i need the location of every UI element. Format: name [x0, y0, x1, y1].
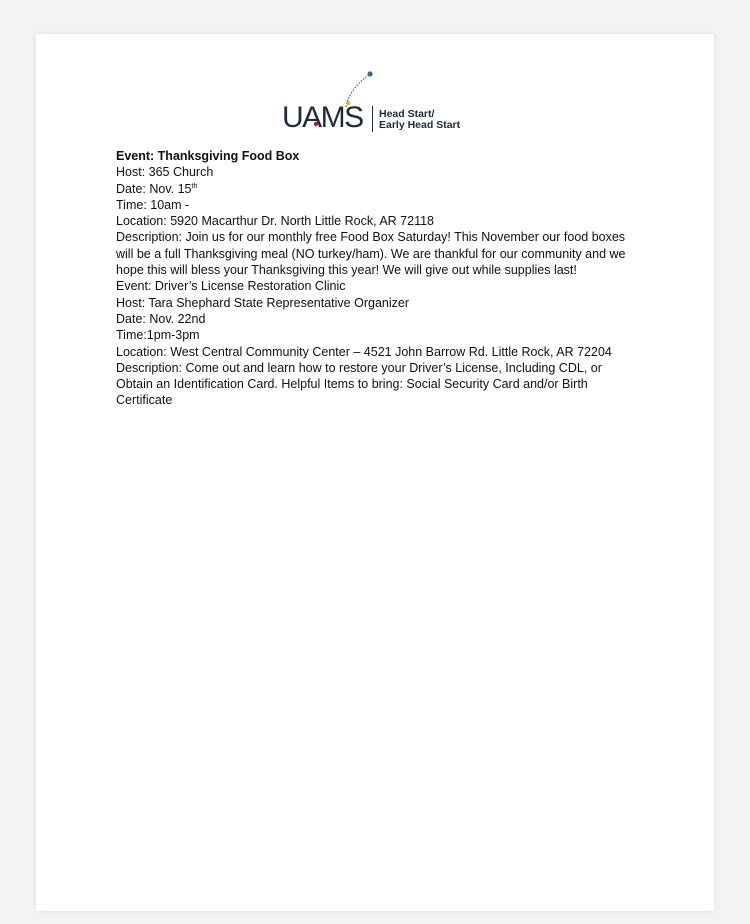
document-page [36, 34, 714, 911]
event1-host: Host: 365 Church [116, 165, 214, 180]
event1-date-suffix: th [191, 182, 198, 190]
event1-date-text: Date: Nov. 15 [116, 181, 192, 196]
logo-subtitle-line1: Head Start/ [379, 108, 435, 120]
event1-date [116, 181, 636, 197]
event2-host: Host: Tara Shephard State Representative Organizer [116, 295, 409, 310]
logo-wordmark: UAMS [282, 101, 363, 134]
event2-time: Time:1pm-3pm [116, 328, 200, 343]
event2-description: Description: Come out and learn how to restore your Driver’s License, Including CDL, or Obtain an Identification Card. Helpful Items to bring: Social Security Card and/or Birth Certificate [116, 360, 602, 408]
event1-title: Event: Thanksgiving Food Box [116, 149, 300, 163]
logo-divider [372, 106, 373, 132]
logo-subtitle-line2: Early Head Start [379, 119, 461, 131]
logo-subtitle [379, 109, 460, 131]
event2-date: Date: Nov. 22nd [116, 311, 206, 326]
event1-location: Location: 5920 Macarthur Dr. North Little Rock, AR 72118 [116, 214, 434, 229]
event2-location: Location: West Central Community Center – 4521 John Barrow Rd. Little Rock, AR 72204 [116, 344, 612, 359]
event2-title: Event: Driver’s License Restoration Clinic [116, 279, 346, 294]
event1-description: Description: Join us for our monthly free Food Box Saturday! This November our food boxes will be a full Thanksgiving meal (NO turkey/ham). We are thankful for our community and we hope this will bless your Thanksgiving this year! We will give out while supplies last! [116, 230, 626, 278]
event1-time: Time: 10am - [116, 197, 190, 212]
document-body [116, 148, 636, 409]
uams-logo [282, 71, 467, 135]
